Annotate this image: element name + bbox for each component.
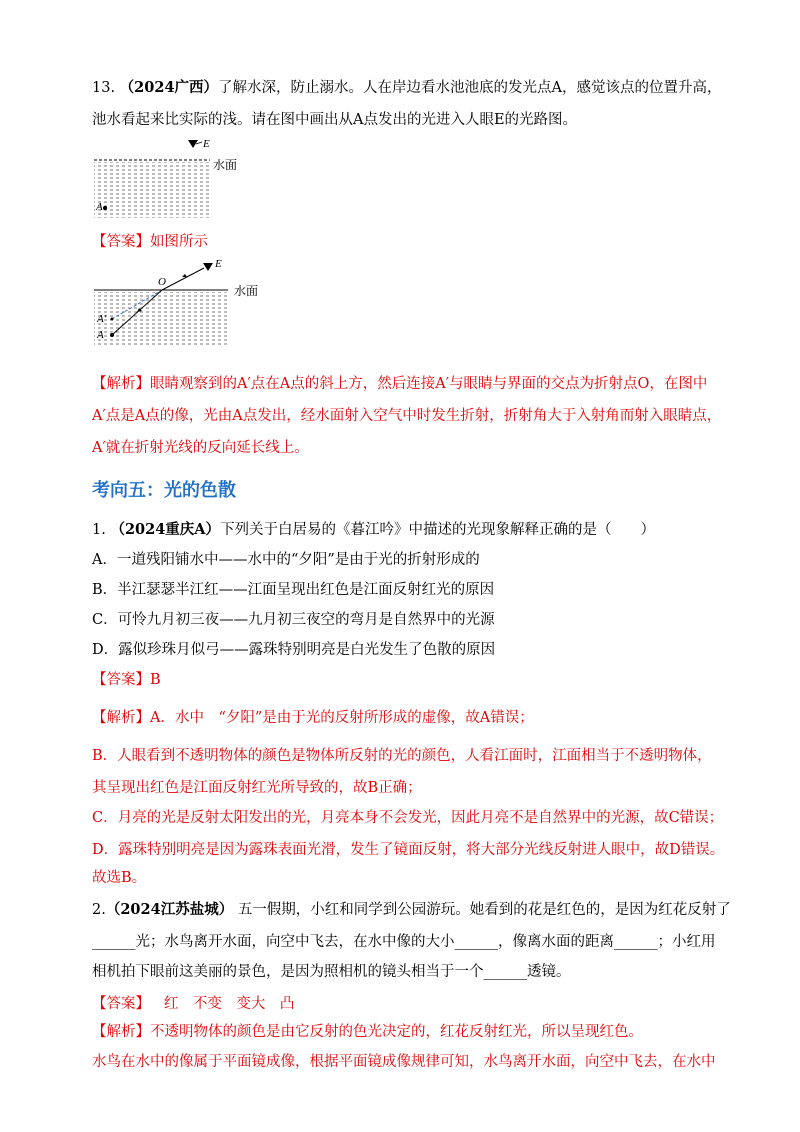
q1-analysis-b1: B．人眼看到不透明物体的颜色是物体所反射的光的颜色，人看江面时，江面相当于不透明物体， [92,748,712,764]
analysis-text: 眼睛观察到的A′点在A点的斜上方，然后连接A′与眼睛与界面的交点为折射点O，在图中 [150,376,708,392]
q13-source: （2024广西） [119,79,219,96]
analysis-text: A．水中 “夕阳”是由于光的反射所形成的虚像，故A错误； [150,710,534,726]
q1-option-c: C．可怜九月初三夜——九月初三夜空的弯月是自然界中的光源 [92,612,495,628]
answer-tag: 【答案】 [92,996,150,1012]
q13-analysis-line3: A′就在折射光线的反向延长线上。 [92,440,309,456]
analysis-tag: 【解析】 [92,710,150,726]
q1-analysis-a [92,708,534,728]
q2-answer [92,994,294,1014]
q1-answer [92,670,161,690]
water-region [94,292,228,346]
q13-line1 [92,78,722,98]
q2-source: （2024江苏盐城） [105,901,234,918]
q2-line2: ______光；水鸟离开水面，向空中飞去，在水中像的大小______，像离水面的距离______；小红用 [92,934,716,950]
analysis-text: 不透明物体的颜色是由它反射的色光决定的，红花反射红光，所以呈现红色。 [150,1024,643,1040]
q1-analysis-d: D．露珠特别明亮是因为露珠表面光滑，发生了镜面反射，将大部分光线反射进人眼中，故D错误。 [92,842,725,858]
q2-number: 2. [92,902,106,918]
fig1-point-label: A [96,201,103,213]
q1-stem [92,520,655,540]
q1-source: （2024重庆A） [110,521,221,538]
q1-option-a: A．一道残阳铺水中——水中的“夕阳”是由于光的折射形成的 [92,552,480,568]
fig2-a-prime-label: A′ [97,313,107,325]
q1-number: 1. [92,522,106,538]
q13-analysis-line1 [92,374,707,394]
answer-text: B [150,672,161,688]
q1-analysis-b2: 其呈现出红色是江面反射红光所导致的，故B正确； [92,780,422,796]
q2-analysis-line1 [92,1022,643,1042]
q13-analysis-line2: A′点是A点的像，光由A点发出，经水面射入空气中时发生折射，折射角大于入射角而射入眼睛点， [92,408,722,424]
fig1-water-label: 水面 [213,158,238,172]
answer-tag: 【答案】 [92,672,150,688]
analysis-tag: 【解析】 [92,376,150,392]
answer-text: 如图所示 [150,234,208,250]
q13-answer [92,232,208,252]
section-heading: 考向五：光的色散 [92,480,236,501]
q13-line2: 池水看起来比实际的浅。请在图中画出从A点发出的光进入人眼E的光路图。 [92,112,578,128]
q2-stem-text: 五一假期，小红和同学到公园游玩。她看到的花是红色的，是因为红花反射了 [237,902,731,918]
q13-number: 13. [92,80,116,96]
fig1-eye-label: E [203,138,210,150]
fig2-o-label: O [158,276,166,288]
refracted-ray [162,268,204,290]
point-a [103,206,107,210]
arrow-icon [182,274,187,277]
q1-option-d: D．露似珍珠月似弓——露珠特别明亮是白光发生了色散的原因 [92,642,496,658]
q13-stem-1: 了解水深，防止溺水。人在岸边看水池池底的发光点A，感觉该点的位置升高， [218,80,722,96]
q1-stem-text: 下列关于白居易的《暮江吟》中描述的光现象解释正确的是（ ） [220,522,656,538]
fig2-a-label: A [97,329,104,341]
q2-line1 [92,900,731,920]
analysis-tag: 【解析】 [92,1024,150,1040]
eye-icon [203,263,213,271]
fig2-eye-label: E [215,258,222,270]
q1-option-b: B．半江瑟瑟半江红——江面呈现出红色是江面反射红光的原因 [92,582,495,598]
point-a-prime [111,318,114,321]
fig2-water-label: 水面 [234,284,259,298]
q2-line3: 相机拍下眼前这美丽的景色，是因为照相机的镜头相当于一个______透镜。 [92,964,571,980]
point-a [110,333,114,337]
q1-analysis-c: C．月亮的光是反射太阳发出的光，月亮本身不会发光，因此月亮不是自然界中的光源，故C错误； [92,810,724,826]
answer-text: 红 不变 变大 凸 [163,996,295,1012]
q1-analysis-end: 故选B。 [92,870,147,886]
answer-tag: 【答案】 [92,234,150,250]
q13-answer-figure [92,258,242,350]
water-region [94,162,210,218]
q2-analysis-line2: 水鸟在水中的像属于平面镜成像，根据平面镜成像规律可知，水鸟离开水面，向空中飞去，在水中 [92,1054,716,1070]
q13-question-figure [92,136,262,222]
